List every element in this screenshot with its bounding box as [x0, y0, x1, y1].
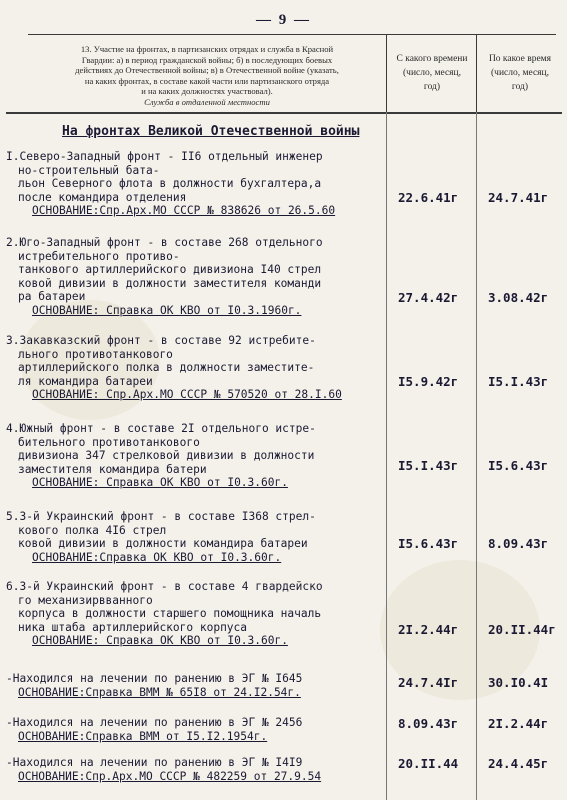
section-title: На фронтах Великой Отечественной войны	[62, 124, 360, 139]
entry-4-to-date: I5.6.43г	[488, 458, 549, 473]
entry-4: 4.Южный фронт - в составе 2I отдельного истре- бительного противотанкового дивизиона 347 стрелковой дивизии в должности заместителя командира батери ОСНОВАНИЕ: Справка ОК КВО от I0.3.60г.	[6, 422, 316, 490]
entry-8: -Находился на лечении по ранению в ЭГ № 2456 ОСНОВАНИЕ:Справка ВММ от I5.I2.1954г.	[6, 716, 303, 743]
entry-3-from-date: I5.9.42г	[398, 374, 459, 389]
entry-7: -Находился на лечении по ранению в ЭГ № I645 ОСНОВАНИЕ:Справка ВММ № 65I8 от 24.I2.54г.	[6, 672, 303, 699]
entry-6-to-date: 20.II.44г	[488, 622, 556, 637]
entry-5-to-date: 8.09.43г	[488, 536, 549, 551]
entry-1: I.Северо-Западный фронт - II6 отдельный инженер но-строительный бата- льон Северного флота в должности бухгалтера,а после командира отделения ОСНОВАНИЕ:Спр.Арх.МО СССР № 838626 от 26.5.60	[6, 150, 336, 218]
entry-5-from-date: I5.6.43г	[398, 536, 459, 551]
entry-3: 3.Закавказский фронт - в составе 92 истребите- льного противотанкового артиллерийского полка в должности заместите- ля командира батареи ОСНОВАНИЕ: Спр.Арх.МО СССР № 570520 от 28.I.60	[6, 334, 342, 402]
header-bottom-rule	[6, 112, 562, 114]
page-number: — 9 —	[256, 12, 311, 28]
header-divider-1	[386, 34, 387, 112]
header-from-date: С какого времени (число, месяц, год)	[396, 54, 468, 92]
entry-7-from-date: 24.7.4Iг	[398, 675, 459, 690]
header-divider-2	[476, 34, 477, 112]
entry-9: -Находился на лечении по ранению в ЭГ № I4I9 ОСНОВАНИЕ:Спр.Арх.МО СССР № 482259 от 27.9.54	[6, 756, 322, 783]
entry-3-to-date: I5.I.43г	[488, 374, 549, 389]
entry-1-from-date: 22.6.41г	[398, 190, 459, 205]
header-to-date: По какое время (число, месяц, год)	[488, 54, 552, 92]
header-participation: 13. Участие на фронтах, в партизанских отрядах и служба в Красной Гвардии: а) в период гражданской войны; б) в последующих боевых действиях до Отечественной войны; в) в Отечественной войне (указать, на каких фронтах, в составе какой части или партизанского отряда и на каких должностях участвовал). Служба в отдаленной местности	[75, 44, 339, 107]
entry-7-to-date: 30.I0.4I	[488, 675, 549, 690]
entry-9-from-date: 20.II.44	[398, 756, 459, 771]
column-divider-2	[476, 112, 477, 800]
entry-9-to-date: 24.4.45г	[488, 756, 549, 771]
entry-8-to-date: 2I.2.44г	[488, 716, 549, 731]
entry-1-to-date: 24.7.41г	[488, 190, 549, 205]
entry-2: 2.Юго-Западный фронт - в составе 268 отдельного истребительного противо- танкового артиллерийского дивизиона I40 стрел ковой дивизии в должности заместителя команди ра батареи ОСНОВАНИЕ: Справка ОК КВО от I0.3.1960г.	[6, 236, 323, 317]
column-divider-1	[386, 112, 387, 800]
entry-6: 6.3-й Украинский фронт - в составе 4 гвардейско го механизирвванного корпуса в должности старшего помощника началь ника штаба артиллерийского корпуса ОСНОВАНИЕ: Справка ОК КВО от I0.3.60г.	[6, 580, 323, 648]
entry-4-from-date: I5.I.43г	[398, 458, 459, 473]
entry-5: 5.3-й Украинский фронт - в составе I368 стрел- кового полка 4I6 стрел ковой дивизии в должности командира батареи ОСНОВАНИЕ:Справка ОК КВО от I0.3.60г.	[6, 510, 316, 564]
entry-8-from-date: 8.09.43г	[398, 716, 459, 731]
entry-2-from-date: 27.4.42г	[398, 290, 459, 305]
entry-6-from-date: 2I.2.44г	[398, 622, 459, 637]
entry-2-to-date: 3.08.42г	[488, 290, 549, 305]
